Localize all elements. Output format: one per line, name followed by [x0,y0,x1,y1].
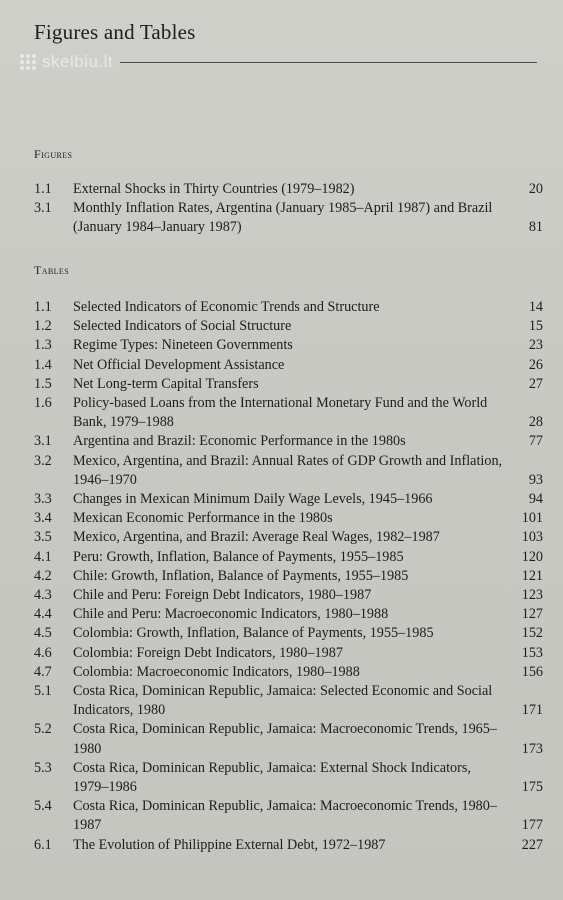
entry-number: 1.5 [34,375,52,392]
list-item [34,356,543,375]
entry-title: Selected Indicators of Economic Trends and Structure [73,299,380,315]
entry-number: 5.1 [34,683,52,700]
entry-page: 173 [521,740,543,757]
entry-number: 1.2 [34,318,52,335]
list-item [34,336,543,355]
entry-page: 94 [528,491,543,508]
figures-list [34,180,543,238]
entry-number: 4.6 [34,644,52,661]
list-item [34,567,543,586]
entry-page: 156 [521,663,543,680]
entry-page: 152 [521,625,543,642]
entry-number: 4.2 [34,567,52,584]
entry-title: Costa Rica, Dominican Republic, Jamaica: Macroeconomic Trends, 1980–1987 [73,798,497,834]
list-item [34,394,543,432]
entry-number: 1.4 [34,356,52,373]
entry-title: Regime Types: Nineteen Governments [73,337,293,354]
entry-title: Chile and Peru: Foreign Debt Indicators, 1980–1987 [73,587,372,604]
entry-page: 103 [521,529,543,546]
entry-page: 27 [528,375,543,392]
list-item [34,548,543,567]
entry-page: 26 [528,356,543,373]
entry-page: 81 [528,219,543,236]
entry-title: Costa Rica, Dominican Republic, Jamaica: External Shock Indicators, 1979–1986 [73,759,471,796]
entry-number: 5.3 [34,759,52,776]
entry-number: 6.1 [34,836,52,853]
entry-page: 77 [528,433,543,450]
entry-title: Chile and Peru: Macroeconomic Indicators, 1980–1988 [73,606,389,623]
watermark-logo-icon [20,54,36,70]
list-item [34,298,543,317]
tables-heading: Tables [34,263,70,277]
list-item [34,663,543,682]
entry-title: Costa Rica, Dominican Republic, Jamaica: Selected Economic and Social Indicators, 1980 [73,683,493,719]
entry-page: 123 [521,587,543,604]
entry-number: 3.5 [34,529,52,546]
watermark [20,52,113,72]
entry-title: Net Long-term Capital Transfers [73,375,259,392]
entry-number: 4.3 [34,587,52,604]
entry-number: 1.6 [34,395,52,412]
entry-title: Chile: Growth, Inflation, Balance of Payments, 1955–1985 [73,567,409,584]
entry-title: Peru: Growth, Inflation, Balance of Payments, 1955–1985 [73,548,404,565]
entry-page: 175 [521,779,543,796]
list-item [34,759,543,797]
entry-title: Argentina and Brazil: Economic Performance in the 1980s [73,433,406,450]
entry-page: 171 [521,702,543,719]
entry-number: 5.2 [34,721,52,738]
list-item [34,528,543,547]
entry-number: 3.1 [34,433,52,450]
entry-page: 23 [528,337,543,354]
entry-page: 28 [528,414,543,431]
entry-number: 1.1 [34,181,52,197]
list-item [34,180,543,199]
list-item [34,490,543,509]
entry-page: 15 [528,318,543,335]
entry-title: Mexican Economic Performance in the 1980s [73,510,333,527]
entry-page: 93 [528,471,543,488]
entry-page: 20 [528,181,543,197]
entry-number: 4.4 [34,606,52,623]
entry-page: 127 [521,606,543,623]
entry-title: Mexico, Argentina, and Brazil: Average Real Wages, 1982–1987 [73,529,440,546]
entry-title: Selected Indicators of Social Structure [73,318,292,335]
entry-number: 3.3 [34,491,52,508]
entry-title: Policy-based Loans from the International Monetary Fund and the World Bank, 1979–1988 [73,395,488,431]
entry-page: 121 [521,567,543,584]
entry-title: Colombia: Growth, Inflation, Balance of Payments, 1955–1985 [73,625,434,642]
list-item [34,605,543,624]
entry-number: 5.4 [34,798,52,815]
list-item [34,624,543,643]
tables-list [34,298,543,855]
list-item [34,644,543,663]
watermark-text: skelbiu.lt [42,52,114,71]
entry-title: Net Official Development Assistance [73,356,285,373]
entry-number: 3.2 [34,452,52,469]
entry-page: 120 [521,548,543,565]
entry-page: 101 [521,510,543,527]
list-item [34,199,543,237]
list-item [34,797,543,835]
list-item [34,509,543,528]
entry-page: 14 [528,299,543,315]
entry-title: Mexico, Argentina, and Brazil: Annual Rates of GDP Growth and Inflation, 1946–1970 [73,452,503,488]
list-item [34,682,543,720]
entry-page: 153 [521,644,543,661]
entry-number: 3.4 [34,510,52,527]
entry-title: Costa Rica, Dominican Republic, Jamaica: Macroeconomic Trends, 1965–1980 [73,721,497,757]
list-item [34,586,543,605]
entry-title: Colombia: Macroeconomic Indicators, 1980–1988 [73,663,360,680]
entry-number: 1.1 [34,299,52,315]
entry-number: 4.1 [34,548,52,565]
entry-number: 4.5 [34,625,52,642]
entry-title: Changes in Mexican Minimum Daily Wage Levels, 1945–1966 [73,491,433,508]
entry-title: The Evolution of Philippine External Debt, 1972–1987 [73,836,386,853]
title-rule [120,62,537,63]
entry-page: 227 [521,836,543,853]
list-item [34,452,543,490]
entry-title: Monthly Inflation Rates, Argentina (January 1985–April 1987) and Brazil (January 1984–January 1987) [73,200,493,236]
entry-number: 1.3 [34,337,52,354]
list-item [34,317,543,336]
entry-page: 177 [521,817,543,834]
figures-heading: Figures [34,147,73,161]
list-item [34,720,543,758]
entry-number: 3.1 [34,200,52,217]
list-item [34,375,543,394]
entry-number: 4.7 [34,663,52,680]
entry-title: External Shocks in Thirty Countries (1979–1982) [73,181,355,197]
entry-title: Colombia: Foreign Debt Indicators, 1980–1987 [73,644,343,661]
list-item [34,432,543,451]
list-item [34,836,543,855]
page-title: Figures and Tables [34,20,196,44]
